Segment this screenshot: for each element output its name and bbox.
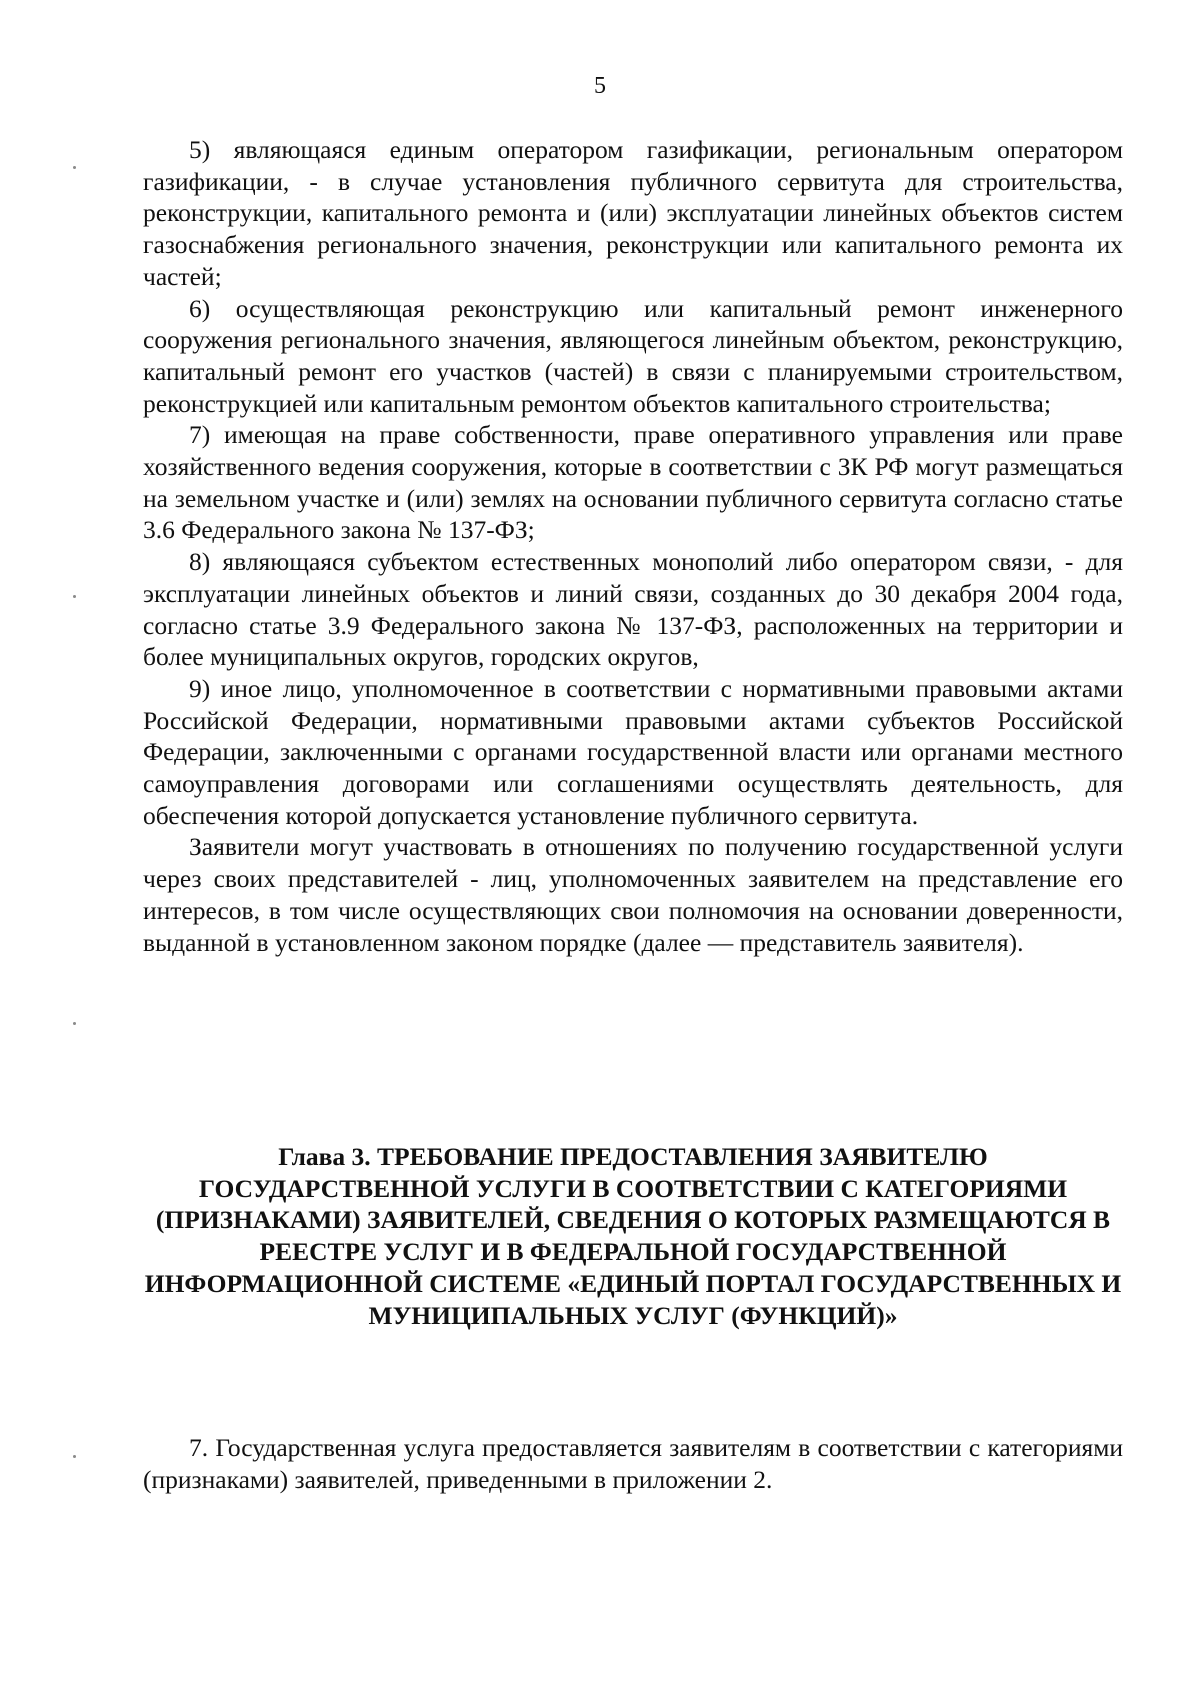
paragraph-clause-7: 7. Государственная услуга предоставляется заявителям в соответствии с категориями (признаками) заявителей, приведенными в приложении 2. xyxy=(143,1433,1123,1494)
scan-mark xyxy=(73,1455,76,1458)
paragraph-item-7: 7) имеющая на праве собственности, праве оперативного управления или праве хозяйственного ведения сооружения, которые в соответствии с ЗК РФ могут размещаться на земельном участке и (или) землях на основании публичного сервитута согласно статье 3.6 Федерального закона № 137-ФЗ; xyxy=(143,420,1123,545)
paragraph-item-9: 9) иное лицо, уполномоченное в соответствии с нормативными правовыми актами Российской Федерации, нормативными правовыми актами субъектов Российской Федерации, заключенными с органами государственной власти или органами местного самоуправления договорами или соглашениями осуществлять деятельность, для обеспечения которой допускается установление публичного сервитута. xyxy=(143,673,1123,830)
paragraph-item-6: 6) осуществляющая реконструкцию или капитальный ремонт инженерного сооружения регионального значения, являющегося линейным объектом, реконструкцию, капитальный ремонт его участков (частей) в связи с планируемыми строительством, реконструкцией или капитальным ремонтом объектов капитального строительства; xyxy=(143,293,1123,418)
scan-mark xyxy=(73,595,76,598)
scan-mark xyxy=(73,166,76,169)
chapter-heading: Глава 3. ТРЕБОВАНИЕ ПРЕДОСТАВЛЕНИЯ ЗАЯВИТЕЛЮ ГОСУДАРСТВЕННОЙ УСЛУГИ В СООТВЕТСТВИИ С КАТЕГОРИЯМИ (ПРИЗНАКАМИ) ЗАЯВИТЕЛЕЙ, СВЕДЕНИЯ О КОТОРЫХ РАЗМЕЩАЮТСЯ В РЕЕСТРЕ УСЛУГ И В ФЕДЕРАЛЬНОЙ ГОСУДАРСТВЕННОЙ ИНФОРМАЦИОННОЙ СИСТЕМЕ «ЕДИНЫЙ ПОРТАЛ ГОСУДАРСТВЕННЫХ И МУНИЦИПАЛЬНЫХ УСЛУГ (ФУНКЦИЙ)» xyxy=(144,1142,1122,1330)
paragraph-item-8: 8) являющаяся субъектом естественных монополий либо оператором связи, - для эксплуатации линейных объектов и линий связи, созданных до 30 декабря 2004 года, согласно статье 3.9 Федерального закона № 137-ФЗ, расположенных на территории и более муниципальных округов, городских округов, xyxy=(143,547,1123,672)
chapter-body xyxy=(143,1432,1123,1495)
scan-mark xyxy=(73,1022,76,1025)
document-body xyxy=(143,134,1123,958)
page-number: 5 xyxy=(594,73,606,99)
paragraph-item-5: 5) являющаяся единым оператором газификации, региональным оператором газификации, - в случае установления публичного сервитута для строительства, реконструкции, капитального ремонта и (или) эксплуатации линейных объектов систем газоснабжения регионального значения, реконструкции или капитального ремонта их частей; xyxy=(143,135,1123,291)
paragraph-representatives: Заявители могут участвовать в отношениях по получению государственной услуги через своих представителей - лиц, уполномоченных заявителем на представление его интересов, в том числе осуществляющих свои полномочия на основании доверенности, выданной в установленном законом порядке (далее — представитель заявителя). xyxy=(143,832,1123,957)
